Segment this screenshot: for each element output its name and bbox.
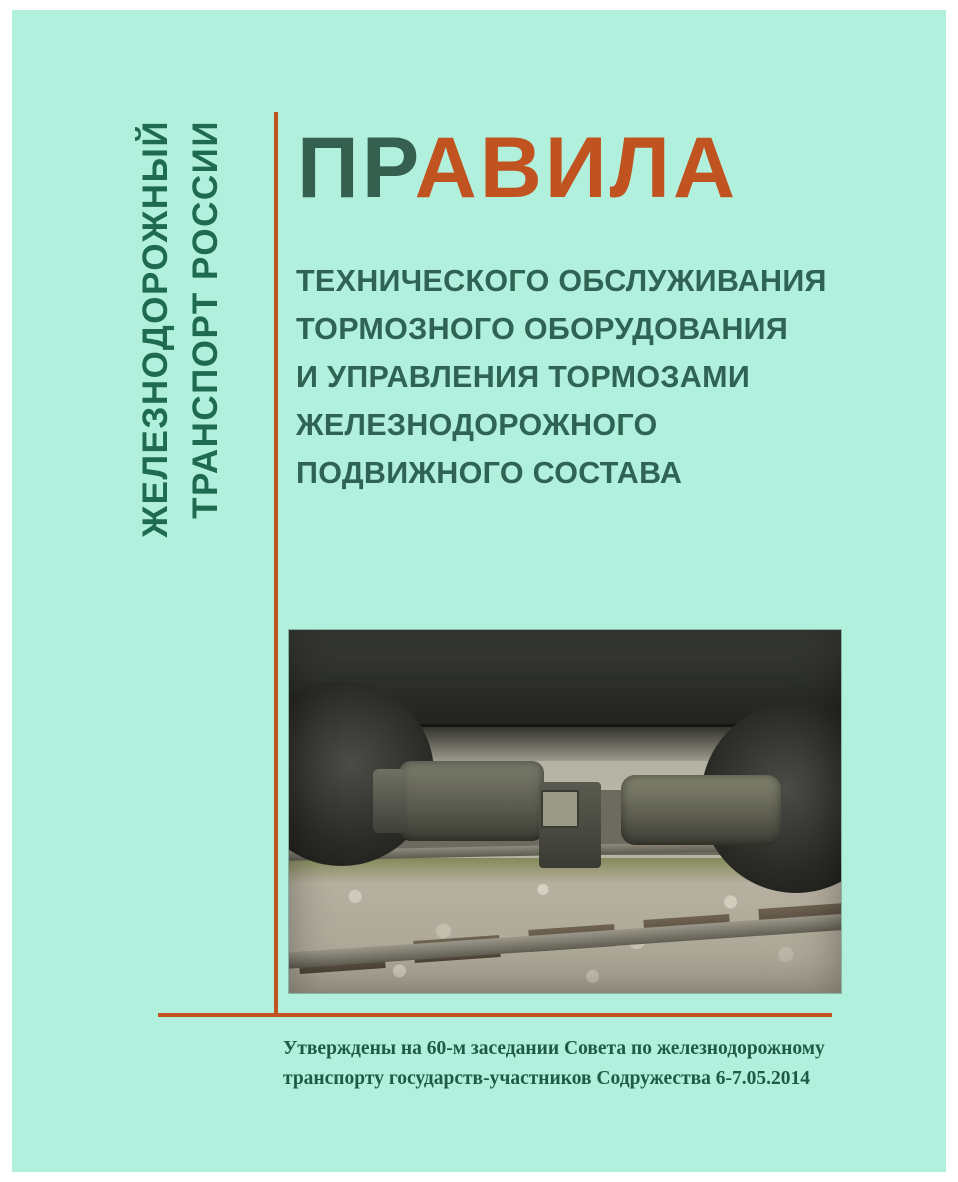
photo-vignette [289, 630, 841, 993]
approval-line-1: Утверждены на 60-м заседании Совета по железнодорожному [283, 1038, 825, 1059]
title-prefix: ПР [297, 120, 415, 216]
subtitle-line-2: ТОРМОЗНОГО ОБОРУДОВАНИЯ [296, 311, 789, 346]
cover-photo [289, 630, 841, 993]
horizontal-divider-rule [158, 1013, 832, 1017]
page-title [297, 120, 857, 216]
spine-line-1: ЖЕЛЕЗНОДОРОЖНЫЙ [136, 120, 175, 538]
book-cover [12, 10, 946, 1172]
subtitle-line-3: И УПРАВЛЕНИЯ ТОРМОЗАМИ [296, 359, 751, 394]
title-highlight: АВИЛА [414, 120, 739, 216]
subtitle-line-1: ТЕХНИЧЕСКОГО ОБСЛУЖИВАНИЯ [296, 264, 827, 298]
subtitle-line-5: ПОДВИЖНОГО СОСТАВА [296, 455, 683, 490]
subtitle-line-4: ЖЕЛЕЗНОДОРОЖНОГО [296, 407, 658, 442]
vertical-divider-rule [274, 112, 278, 1017]
page-subtitle [296, 258, 866, 497]
approval-note [283, 1034, 873, 1094]
spine-line-2: ТРАНСПОРТ РОССИИ [186, 120, 225, 519]
spine-series-text [130, 110, 270, 1010]
approval-line-2: транспорту государств-участников Содружества 6-7.05.2014 [283, 1068, 811, 1090]
